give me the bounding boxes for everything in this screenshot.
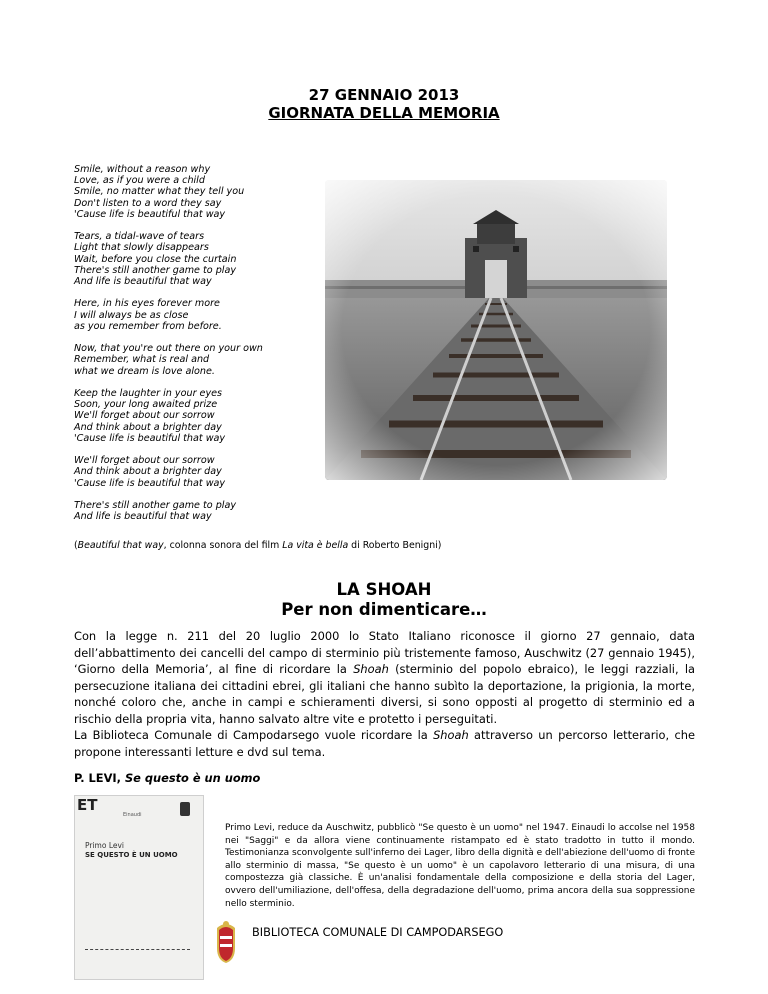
section-title: LA SHOAH <box>336 580 432 599</box>
book-description: Primo Levi, reduce da Auschwitz, pubblicò "Se questo è un uomo" nel 1947. Einaudi lo accolse nel 1958 nei "Saggi" e da allora viene continuamente ristampato ed è stato tradotto in tutto il mondo. Testimonianza sconvolgente sull'inferno dei Lager, libro della dignità e dell'abiezione dell'uomo di fronte allo sterminio di massa, "Se questo è un uomo" è un capolavoro letterario di una misura, di una compostezza già classiche. È un'analisi fondamentale della composizione e della storia del Lager, ovvero dell'umiliazione, dell'offesa, della degradazione dell'uomo, prima ancora della sua soppressione nello sterminio. <box>225 823 695 909</box>
poem-stanza: Tears, a tidal-wave of tears Light that slowly disappears Wait, before you close the curtain There's still another game to play And life is beautiful that way <box>74 231 237 288</box>
poem-caption: (Beautiful that way, colonna sonora del film La vita è bella di Roberto Benigni) <box>74 540 442 551</box>
poem-stanza: Here, in his eyes forever more I will always be as close as you remember from before. <box>74 298 222 332</box>
poem-stanza: Now, that you're out there on your own Remember, what is real and what we dream is love alone. <box>74 343 263 377</box>
poem-stanza: There's still another game to play And life is beautiful that way <box>74 500 237 523</box>
railway-photo-image <box>325 180 667 480</box>
poem-stanza: Smile, without a reason why Love, as if you were a child Smile, no matter what they tell you Don't listen to a word they say 'Cause life is beautiful that way <box>74 164 245 220</box>
cover-publisher: Einaudi <box>123 812 142 818</box>
poem <box>74 164 324 534</box>
intro-paragraph: Con la legge n. 211 del 20 luglio 2000 lo Stato Italiano riconosce il giorno 27 gennaio, data dell’abbattimento dei cancelli del campo di sterminio più tristemente famoso, Auschwitz (27 gennaio 1945), ‘Giorno della Memoria’, al fine di ricordare la Shoah (sterminio del popolo ebraico), le leggi razziali, la persecuzione italiana dei cittadini ebrei, gli italiani che hanno subìto la deportazione, la prigionia, la morte, nonché coloro che, anche in campi e schieramenti diversi, si sono opposti al progetto di sterminio ed a rischio della propria vita, hanno salvato altre vite e protetto i perseguitati. <box>74 629 695 726</box>
song-title: Beautiful that way <box>77 540 164 551</box>
event-title: GIORNATA DELLA MEMORIA <box>268 104 500 122</box>
cover-author: Primo Levi <box>85 841 125 850</box>
book-title: Se questo è un uomo <box>124 771 261 785</box>
railway-photo <box>325 180 667 480</box>
film-title: La vita è bella <box>282 540 349 551</box>
poem-stanza: We'll forget about our sorrow And think about a brighter day 'Cause life is beautiful that way <box>74 455 226 489</box>
cover-logo-icon <box>180 802 190 816</box>
date-heading: 27 GENNAIO 2013 <box>308 86 460 104</box>
book-heading: P. LEVI, Se questo è un uomo <box>74 771 261 785</box>
section-subtitle: Per non dimenticare… <box>281 600 487 619</box>
library-paragraph: La Biblioteca Comunale di Campodarsego vuole ricordare la Shoah attraverso un percorso letterario, che propone interessanti letture e dvd sul tema. <box>74 728 695 759</box>
poem-stanza: Keep the laughter in your eyes Soon, your long awaited prize We'll forget about our sorrow And think about a brighter day 'Cause life is beautiful that way <box>74 388 226 444</box>
cover-signature <box>85 941 190 950</box>
cover-title: SE QUESTO È UN UOMO <box>85 851 178 859</box>
book-cover <box>74 795 204 980</box>
municipal-crest-icon <box>214 918 238 964</box>
library-footer: BIBLIOTECA COMUNALE DI CAMPODARSEGO <box>252 926 504 939</box>
cover-series: ET <box>77 796 98 814</box>
